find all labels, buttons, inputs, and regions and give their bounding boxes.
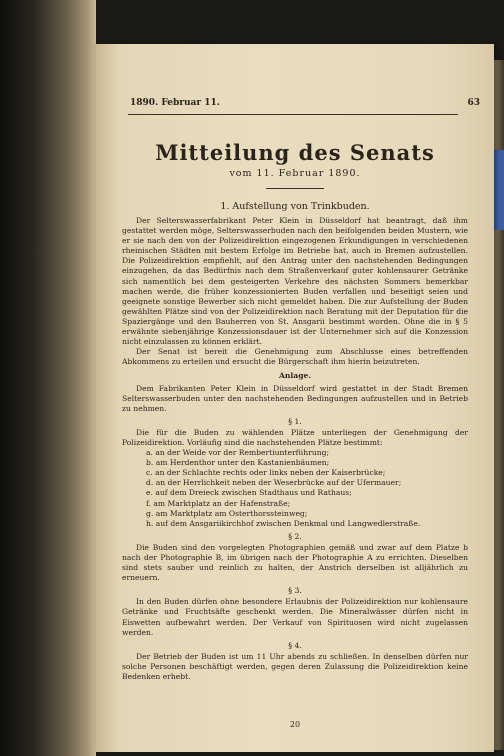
list-item: b. am Herdenthor unter den Kastanienbäumen; <box>146 458 330 468</box>
list-item: e. auf dem Dreieck zwischen Stadthaus und Rathaus; <box>146 488 352 498</box>
paragraph: Der Senat ist bereit die Genehmigung zum Abschlusse eines betreffenden Abkommens zu erteilen und ersucht die Bürgerschaft ihm hierin beizutreten. <box>122 347 468 367</box>
body-text <box>122 216 468 682</box>
list-item: a. an der Weide vor der Rembertiunterführung; <box>146 448 330 458</box>
document-page <box>96 44 494 752</box>
paragraph: Der Selterswasserfabrikant Peter Klein in Düsseldorf hat beantragt, daß ihm gestattet werden möge, Selterswasserbuden nach den beifolgenden beiden Mustern, wie er sie nach den von der Polizeidirektion eingezogenen Erkundigungen in verschiedenen rheinischen Städten mit bestem Erfolge im Betriebe hat, auch in Bremen aufzustellen. Die Polizeidirektion empfiehlt, auf den Antrag unter den nachstehenden Bedingungen einzugehen, da das Bedürfnis nach dem Straßenverkauf guter kohlensaurer Getränke sich namentlich bei dem gesteigerten Verkehre des nächsten Sommers bemerkbar machen werde, die früher konzessionierten Buden verfallen und beseitigt seien und geeignete sonstige Bewerber sich nicht gemeldet haben. Die zur Aufstellung der Buden gewählten Plätze sind von der Polizeidirektion nach Beratung mit der Deputation für die Spaziergänge und den Bauherren von St. Ansgarii bestimmt worden. Ohne die in § 5 erwähnte siebenjährige Konzessionsdauer ist der Unternehmer sich auf die Konzession nicht einzulassen zu können erklärt. <box>122 216 468 347</box>
paragraph-label: § 4. <box>288 640 302 650</box>
document-date: vom 11. Februar 1890. <box>229 168 361 179</box>
list-item: c. an der Schlachte rechts oder links neben der Kaiserbrücke; <box>146 468 386 478</box>
header-page-number: 63 <box>467 98 480 108</box>
header-rule <box>128 114 458 115</box>
paragraph-label: § 2. <box>288 531 302 541</box>
document-title: Mitteilung des Senats <box>155 140 435 165</box>
anlage-intro: Dem Fabrikanten Peter Klein in Düsseldorf wird gestattet in der Stadt Bremen Selterswasserbuden unter den nachstehenden Bedingungen aufzustellen und in Betrieb zu nehmen. <box>122 383 468 413</box>
paragraph: In den Buden dürfen ohne besondere Erlaubnis der Polizeidirektion nur kohlensaure Getränke und Fruchtsäfte geschenkt werden. Die Mineralwässer dürfen nicht in Eiswetten aufbewahrt werden. Der Verkauf von Spirituosen wird nicht zugelassen werden. <box>122 597 468 637</box>
paragraph: Die für die Buden zu wählenden Plätze unterliegen der Genehmigung der Polizeidirektion. Vorläufig sind die nachstehenden Plätze bestimmt: <box>122 427 468 447</box>
running-header <box>96 98 494 112</box>
paragraph: Der Betrieb der Buden ist um 11 Uhr abends zu schließen. In denselben dürfen nur solche Personen beschäftigt werden, gegen deren Zulassung die Polizeidirektion keine Bedenken erhebt. <box>122 651 468 682</box>
places-list <box>122 448 468 529</box>
list-item: g. am Marktplatz am Osterthorssteinweg; <box>146 508 308 518</box>
list-item: d. an der Herrlichkeit neben der Weserbrücke auf der Ufermauer; <box>146 478 402 488</box>
list-item: h. auf dem Ansgariikirchhof zwischen Denkmal und Langwedlerstraße. <box>146 518 421 528</box>
anlage-heading: Anlage. <box>278 371 311 381</box>
paragraph-label: § 1. <box>288 416 302 426</box>
header-date: 1890. Februar 11. <box>130 98 220 108</box>
list-item: f. am Marktplatz an der Hafenstraße; <box>146 498 291 508</box>
footer-page-number: 20 <box>289 720 301 729</box>
paragraph-label: § 3. <box>288 586 302 596</box>
paragraph: Die Buden sind den vorgelegten Photographien gemäß und zwar auf dem Platze b nach der Photographie B, im übrigen nach der Photographie A zu errichten. Dieselben sind stets sauber und reinlich zu halten, der Anstrich derselben ist alljährlich zu erneuern. <box>122 542 468 583</box>
section-heading: 1. Aufstellung von Trinkbuden. <box>220 201 370 212</box>
title-divider <box>266 188 324 189</box>
book-spine-shadow <box>0 0 96 756</box>
